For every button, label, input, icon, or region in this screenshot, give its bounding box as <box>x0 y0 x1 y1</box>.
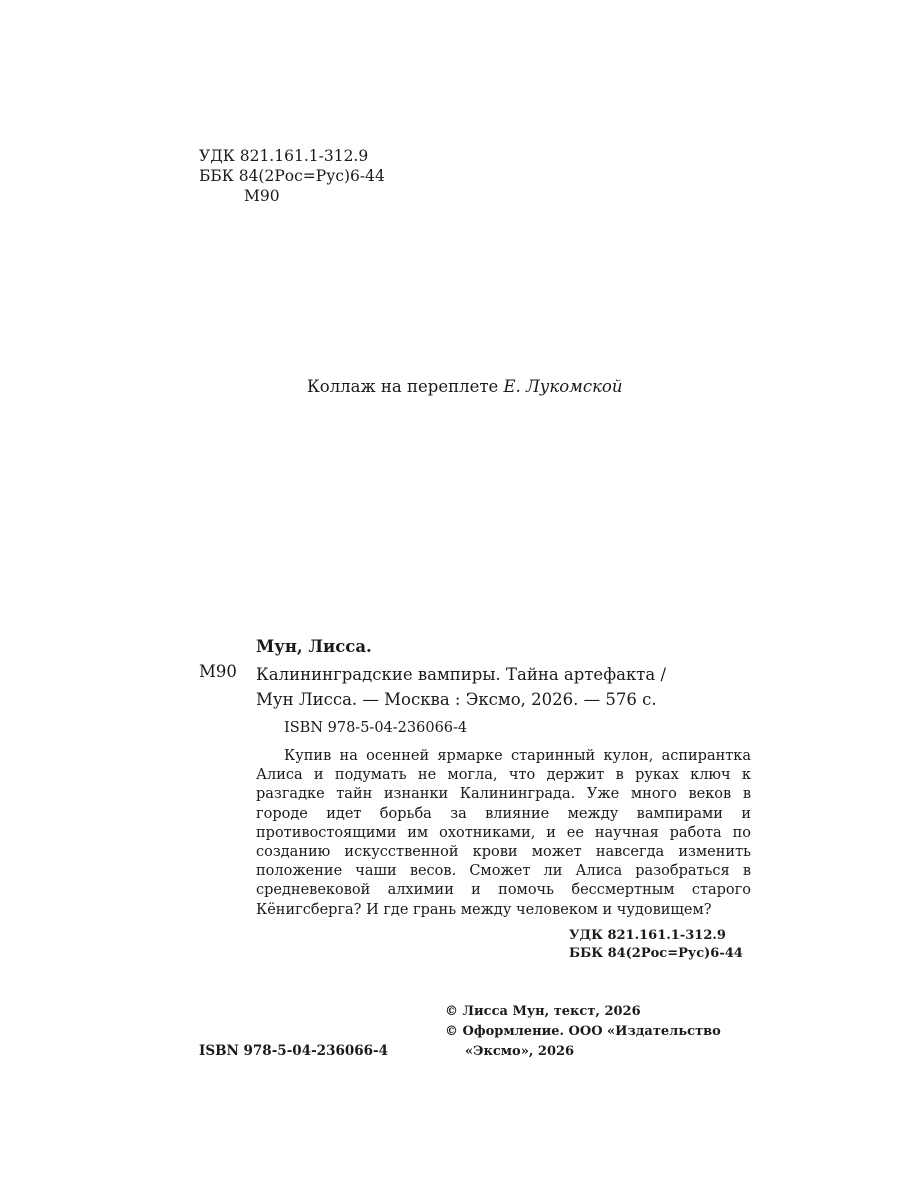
record-author: Мун, Лисса. <box>256 637 372 656</box>
bottom-isbn: ISBN 978-5-04-236066-4 <box>199 1043 389 1059</box>
udk-code: УДК 821.161.1-312.9 <box>199 147 369 165</box>
top-classification-codes <box>199 146 385 206</box>
record-title <box>256 662 666 712</box>
record-title-line-1: Калининградские вампиры. Тайна артефакта / <box>256 665 667 684</box>
author-mark: М90 <box>244 187 280 205</box>
collage-artist: Е. Лукомской <box>503 377 623 396</box>
copyright-text: © Лисса Мун, текст, 2026 <box>445 1004 641 1019</box>
copyright-design-cont: «Эксмо», 2026 <box>465 1044 575 1059</box>
record-isbn: ISBN 978-5-04-236066-4 <box>284 720 468 736</box>
bottom-bbk-code: ББК 84(2Рос=Рус)6-44 <box>569 946 743 961</box>
record-author-mark: М90 <box>199 662 237 681</box>
collage-credit-prefix: Коллаж на переплете <box>307 377 504 396</box>
collage-credit <box>307 377 622 396</box>
bbk-code: ББК 84(2Рос=Рус)6-44 <box>199 167 385 185</box>
copyright-design: © Оформление. ООО «Издательство <box>445 1024 721 1039</box>
annotation-paragraph: Купив на осенней ярмарке старинный кулон, аспирантка Алиса и подумать не могла, что держит в руках ключ к разгадке тайн изнанки Калининграда. Уже много веков в городе идет борьба за влияние между вампирами и противостоящими им охотниками, и ее научная работа по созданию искусственной крови может навсегда изменить положение чаши весов. Сможет ли Алиса разобраться в средневековой алхимии и помочь бессмертным старого Кёнигсберга? И где грань между человеком и чудовищем? <box>256 748 751 918</box>
copyright-block <box>445 1002 721 1062</box>
bottom-classification-codes <box>569 927 743 963</box>
bottom-udk-code: УДК 821.161.1-312.9 <box>569 928 726 943</box>
record-title-line-2: Мун Лисса. — Москва : Эксмо, 2026. — 576 с. <box>256 690 657 709</box>
